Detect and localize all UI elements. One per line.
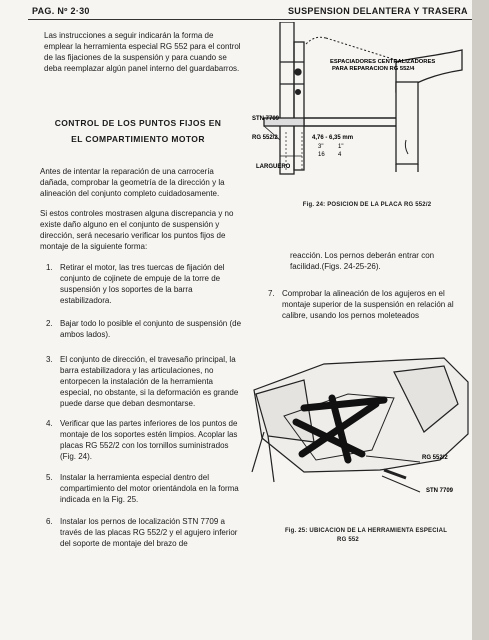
step-6 xyxy=(46,516,242,549)
step-number: 3. xyxy=(46,355,53,364)
page-number: PAG. Nº 2·30 xyxy=(32,6,90,16)
section-title-line-2: EL COMPARTIMIENTO MOTOR xyxy=(71,134,205,144)
section-title-line-1: CONTROL DE LOS PUNTOS FIJOS EN xyxy=(54,118,222,128)
step-1 xyxy=(46,262,242,306)
step-3 xyxy=(46,354,242,409)
figure-25-caption: Fig. 25: UBICACION DE LA HERRAMIENTA ESPECIAL xyxy=(284,528,448,534)
step-text: Instalar la herramienta especial dentro del compartimiento del motor orientándola en la forma indicada en la Fig. 25. xyxy=(60,473,239,504)
figure-25-caption-2: RG 552 xyxy=(337,537,359,543)
step-number: 7. xyxy=(268,289,275,298)
step-4 xyxy=(46,418,242,462)
running-header: SUSPENSION DELANTERA Y TRASERA xyxy=(288,6,468,16)
intro-paragraph: Las instrucciones a seguir indicarán la forma de emplear la herramienta especial RG 552 para el control de las fijaciones de la suspensión y para cuando se deba reemplazar algún panel interno del guardabarros. xyxy=(44,31,241,73)
step-text: Comprobar la alineación de los agujeros en el montaje superior de la suspensión en relación al calibre, usando los pernos moleteados xyxy=(282,289,454,320)
step-number: 1. xyxy=(46,263,53,272)
step-number: 6. xyxy=(46,517,53,526)
label-stn-7709: STN 7709 xyxy=(252,116,280,122)
label-larguero: LARGUERO xyxy=(256,164,291,170)
header-rule xyxy=(28,19,472,20)
paragraph-damaged-body: Antes de intentar la reparación de una carrocería dañada, comprobar la geometría de la dirección y la alineación del conjunto completo cuidadosamente. xyxy=(40,167,225,198)
label-spacers: ESPACIADORES CENTRALIZADORES xyxy=(330,59,436,65)
bolt-head xyxy=(295,69,301,75)
label-stn-7709: STN 7709 xyxy=(426,488,454,494)
step-text: Verificar que las partes inferiores de los puntos de montaje de los soportes estén limpios. Acoplar las placas RG 552/2 con los tornillos suministrados (Fig. 24). xyxy=(60,419,238,461)
paragraph-discrepancy: Si estos controles mostrasen alguna discrepancia y no existe daño alguno en el conjunto de suspensión y dirección, será necesario verificar los puntos fijos de montaje de la siguiente forma: xyxy=(40,209,234,251)
step-5 xyxy=(46,472,242,505)
frame-rail-upright xyxy=(280,22,294,174)
step-7 xyxy=(268,288,460,321)
label-fraction-16: 16 xyxy=(318,152,325,158)
figure-24-diagram xyxy=(246,22,472,212)
step-number: 2. xyxy=(46,319,53,328)
frame-rail-flange xyxy=(294,42,304,170)
label-fraction-1: 1" xyxy=(338,144,344,150)
step-text: El conjunto de dirección, el travesaño principal, la barra estabilizadora y las articulaciones, no entorpecen la instalación de la herramienta especial, no obstante, si la deformación es grande puede darse que deban desmontarse. xyxy=(60,355,239,408)
leader-line xyxy=(306,37,326,44)
figure-24-caption: Fig. 24: POSICION DE LA PLACA RG 552/2 xyxy=(302,202,432,208)
label-dimension: 4,76 - 6,35 mm xyxy=(312,135,354,141)
label-fraction-3: 3" xyxy=(318,144,324,150)
locator-pin xyxy=(384,470,406,478)
page-edge xyxy=(472,0,489,640)
step-number: 5. xyxy=(46,473,53,482)
step-text: Bajar todo lo posible el conjunto de suspensión (de ambos lados). xyxy=(60,319,242,339)
label-rg-552-2: RG 552/2 xyxy=(422,455,448,461)
bolt-head xyxy=(296,90,301,95)
step-2 xyxy=(46,318,242,340)
step-text: Retirar el motor, las tres tuercas de fijación del conjunto de cojinete de empuje de la torre de suspensión y los soportes de la barra estabilizadora. xyxy=(60,263,225,305)
figure-25-diagram xyxy=(244,342,472,504)
leader-stn-7709 xyxy=(382,476,420,492)
label-fraction-4: 4 xyxy=(338,152,342,158)
label-spacers-2: PARA REPARACION RG 552/4 xyxy=(332,66,415,72)
step-6-continuation: reacción. Los pernos deberán entrar con facilidad.(Figs. 24-25-26). xyxy=(290,251,435,271)
step-number: 4. xyxy=(46,419,53,428)
label-rg-552-2: RG 552/2 xyxy=(252,135,278,141)
step-text: Instalar los pernos de localización STN 7709 a través de las placas RG 552/2 y el agujero inferior del soporte de montaje del brazo de xyxy=(60,517,238,548)
